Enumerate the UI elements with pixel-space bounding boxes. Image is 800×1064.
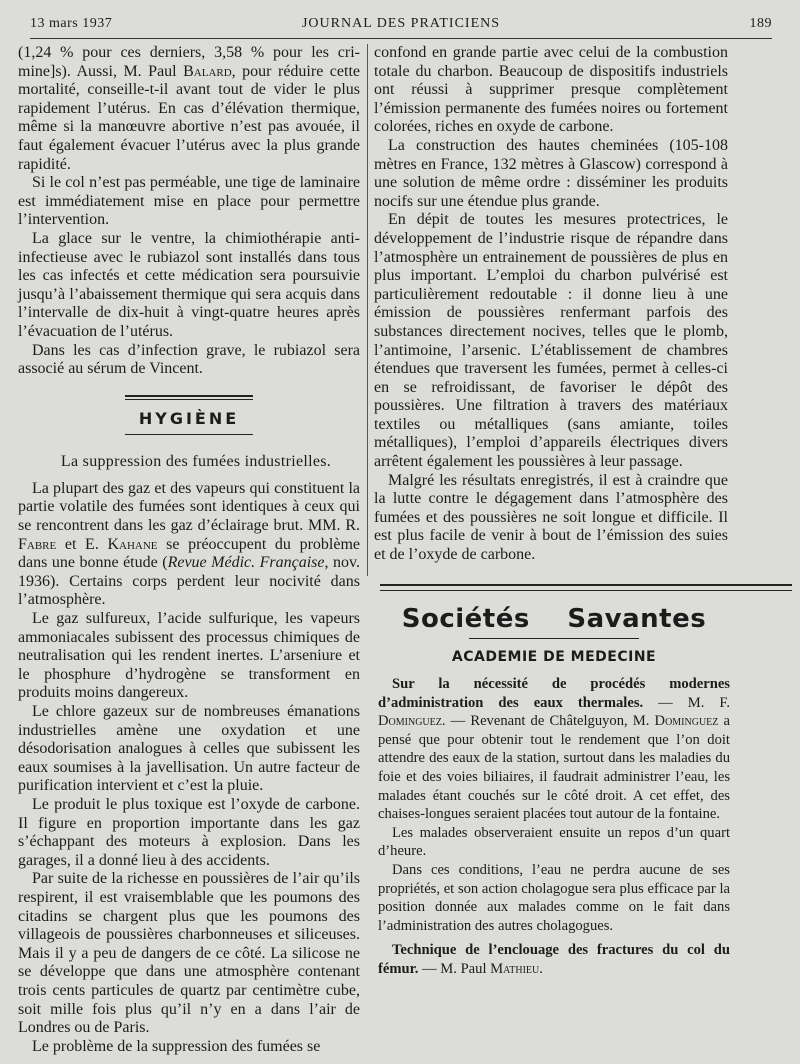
paragraph: Dans les cas d’infection grave, le rubiazol sera associé au sérum de Vincent. [18, 341, 360, 378]
paragraph: Le problème de la suppression des fumées se [32, 1037, 321, 1055]
paragraph: La glace sur le ventre, la chimiothérapie anti-infectieuse avec le rubiazol sont installés dans tous les cas infectés et cette médication sera poursuivie jusqu’à l’abaissement thermique qui sera acquis dans l’intervalle de dix-huit à vingt-quatre heures après l’évacuation de l’utérus. [18, 229, 360, 340]
paragraph: confond en grande partie avec celui de la combustion totale du charbon. Beaucoup de dispositifs industriels ont réussi à supprimer presque complètement l’émission permanente des fumées noires ou fortement colorées, riches en oxyde de carbone. [374, 44, 728, 136]
journal-title: JOURNAL DES PRATICIENS [301, 16, 501, 31]
paragraph: La construction des hautes cheminées (105-108 mètres en France, 132 mètres à Glascow) correspond à une solution de même ordre : disséminer les produits nocifs sur une étendue plus grande. [374, 136, 728, 210]
paragraph: Le chlore gazeux sur de nombreuses émanations industrielles amène une oxydation et une désodorisation analogues à celles que subissent les eaux soumises à la javellisation. Un autre facteur de purification intervient et c’est la pluie. [18, 703, 360, 795]
section-title: HYGIÈNE [138, 408, 240, 428]
section-rule [125, 395, 253, 400]
paragraph: Sur la nécessité de procédés modernes d’administration des eaux thermales. — M. F. Dominguez. — Revenant de Châtelguyon, M. Dominguez a pensé que pour obtenir tout le rendement que l’on doit attendre des eaux de la station, surtout dans les maladies du foie et des voies biliaires, il faudrait administrer l’eau, les malades étant couchés sur le côté droit. A cet effet, des chaises-longues seraient placées tout autour de la fontaine. [378, 676, 730, 823]
paragraph: Les malades observeraient ensuite un repos d’un quart d’heure. [378, 824, 730, 860]
section-rule [125, 434, 253, 435]
paragraph: Technique de l’enclouage des fractures du col du fémur. — M. Paul Mathieu. [378, 942, 730, 977]
section-title: Sociétés Savantes [401, 604, 707, 634]
section-rule [380, 584, 792, 586]
paragraph: En dépit de toutes les mesures protectrices, le développement de l’industrie risque de répandre dans l’atmosphère un entrainement de poussières de plus en plus important. L’emploi du charbon pulvérisé est particulièrement redoutable : il donne lieu à une émission de poussières renfermant parfois des substances directement nocives, telles que le plomb, l’antimoine, l’arsenic. L’établissement de chambres étendues que traversent les fumées, permet à celles-ci en se refroidissant, de favoriser le dépôt des poussières. Une filtration à travers des matériaux textiles ou métalliques (sans amiante, toiles métalliques), l’emploi d’appareils électriques divers arrêtent également les poussières à leur passage. [374, 211, 728, 471]
paragraph: Malgré les résultats enregistrés, il est à craindre que la lutte contre le dégagement dans l’atmosphère des fumées et des poussières ne soit longue et difficile. Il est plus facile de venir à bout de l’émission des suies et de l’oxyde de carbone. [374, 471, 728, 564]
paragraph: Si le col n’est pas perméable, une tige de laminaire est immédiatement mise en place pour permettre l’intervention. [18, 174, 360, 229]
paragraph: Le produit le plus toxique est l’oxyde de carbone. Il figure en proportion importante dans les gaz s’échappant des moteurs à explosion. Dans les garages, il a donné lieu à des accidents. [18, 795, 360, 869]
societes-body [378, 675, 730, 979]
paragraph: Par suite de la richesse en poussières de l’air qu’ils respirent, il est vraisemblable que les poumons des citadins se chargent plus que les poumons des villageois de poussières charbonneuses et siliceuses. Mais il y a peu de dangers de ce côté. La silicose ne se développe que dans une atmosphère contenant trois cents particules de quartz par centimètre cube, soit mille fois plus qu’il n’y en a dans l’air de Londres ou de Paris. [18, 870, 360, 1037]
article-title: La suppression des fumées industrielles. [60, 453, 332, 471]
running-header [30, 12, 772, 39]
academy-heading: ACADEMIE DE MEDECINE [451, 649, 657, 665]
section-rule [469, 638, 639, 639]
section-rule [380, 590, 792, 591]
left-column [18, 44, 360, 1056]
column-divider [367, 44, 368, 576]
issue-date: 13 mars 1937 [30, 16, 113, 31]
paragraph: (1,24 % pour ces derniers, 3,58 % pour les cri-mine]s). Aussi, M. Paul Balard, pour réduire cette mortalité, conseille-t-il avant tout de vider le plus rapidement l’utérus. En cas d’élévation thermique, même si la manœuvre abortive n’est pas avouée, il faut également évacuer l’utérus avec la plus grande rapidité. [18, 44, 360, 173]
paragraph: Dans ces conditions, l’eau ne perdra aucune de ses propriétés, et son action cholagogue sera plus efficace par la position donnée aux malades comme on le fait dans l’administration des autres cholagogues. [378, 861, 730, 934]
right-column [374, 44, 728, 565]
paragraph: Le gaz sulfureux, l’acide sulfurique, les vapeurs ammoniacales subissent des processus chimiques de neutralisation qui les rendent inertes. L’arseniure et le phosphure d’hydrogène se transforment en produits moins dangereux. [18, 610, 360, 702]
societes-savantes-section [378, 598, 730, 979]
paragraph: La plupart des gaz et des vapeurs qui constituent la partie volatile des fumées sont identiques à ceux qui se rencontrent dans les gaz d’éclairage brut. MM. R. Fabre et E. Kahane se préoccupent du problème dans une bonne étude (Revue Médic. Française, nov. 1936). Certains corps perdent leur nocivité dans l’atmosphère. [18, 479, 360, 609]
page-number: 189 [749, 16, 772, 31]
